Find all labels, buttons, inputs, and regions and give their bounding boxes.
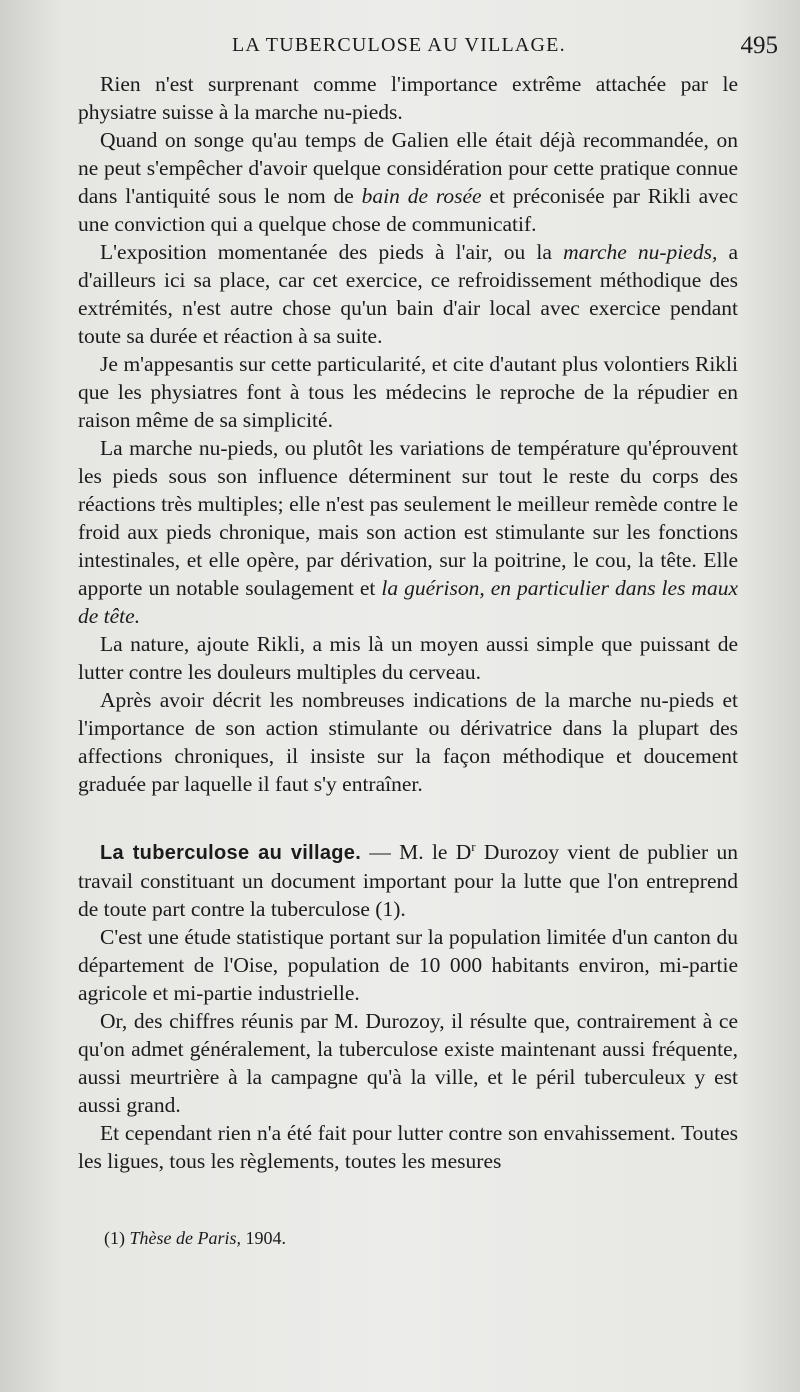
italic-phrase-guerison: la guérison, en particulier dans les maux de tête.: [78, 576, 738, 628]
italic-term-bain-de-rosee: bain de rosée: [361, 184, 482, 208]
paragraph-section-intro: [78, 838, 738, 923]
footnote-marker: (1): [104, 1228, 130, 1248]
body-text: [78, 70, 738, 1175]
paragraph-text: a d'ailleurs ici sa place, car cet exercice, ce refroidissement méthodique des extrémités, n'est autre chose qu'un bain d'air local avec exercice pendant toute sa durée et réaction à sa suite.: [78, 240, 738, 348]
paragraph-text: Après avoir décrit les nombreuses indications de la marche nu-pieds et l'importance de son action stimulante ou dérivatrice dans la plupart des affections chroniques, il insiste sur la façon méthodique et doucement graduée par laquelle il faut s'y entraîner.: [78, 688, 738, 796]
paragraph-text: — M. le D: [361, 840, 472, 864]
paragraph-text: Or, des chiffres réunis par M. Durozoy, il résulte que, contrairement à ce qu'on admet généralement, la tuberculose existe maintenant aussi fréquente, aussi meurtrière à la campagne qu'à la ville, et le péril tuberculeux y est aussi grand.: [78, 1009, 738, 1117]
paragraph-text: L'exposition momentanée des pieds à l'air, ou la: [100, 240, 564, 264]
running-title: LA TUBERCULOSE AU VILLAGE.: [232, 34, 566, 56]
paragraph-durozoy-findings: [78, 1007, 738, 1119]
paragraph-text: Quand on songe qu'au temps de Galien elle était déjà recommandée, on ne peut s'empêcher d'avoir quelque considération pour cette pratique connue dans l'antiquité sous le nom de: [78, 128, 738, 208]
paragraph-statistics: [78, 923, 738, 1007]
running-header: [0, 34, 800, 64]
paragraph-galien: [78, 126, 738, 238]
section-title: La tuberculose au village.: [100, 842, 362, 864]
paragraph-nothing-done: [78, 1119, 738, 1175]
paragraph-text: C'est une étude statistique portant sur la population limitée d'un canton du département de l'Oise, population de 10 000 habitants environ, mi-partie agricole et mi-partie industrielle.: [78, 925, 738, 1005]
paragraph-nature: [78, 630, 738, 686]
footnote-title: Thèse de Paris,: [129, 1228, 241, 1248]
paragraph-text: La nature, ajoute Rikli, a mis là un moyen aussi simple que puissant de lutter contre les douleurs multiples du cerveau.: [78, 632, 738, 684]
paragraph-exposition: [78, 238, 738, 350]
paragraph-text: Et cependant rien n'a été fait pour lutter contre son envahissement. Toutes les ligues, tous les règlements, toutes les mesures: [78, 1121, 738, 1173]
footnote: [104, 1228, 286, 1249]
paragraph-rikli-simplicity: [78, 350, 738, 434]
section-spacer: [78, 798, 738, 838]
paragraph-text: La marche nu-pieds, ou plutôt les variations de température qu'éprouvent les pieds sous son influence déterminent sur tout le reste du corps des réactions très multiples; elle n'est pas seulement le meilleur remède contre le froid aux pieds chronique, mais son action est stimulante sur les fonctions intestinales, et elle opère, par dérivation, sur la poitrine, le cou, la tête. Elle apporte un notable soulagement et: [78, 436, 738, 600]
italic-term-marche-nu-pieds: marche nu-pieds,: [563, 240, 718, 264]
paragraph-barefoot-importance: [78, 70, 738, 126]
paragraph-text: Durozoy vient de publier un travail constituant un document important pour la lutte que l'on entreprend de toute part contre la tuberculose (1).: [78, 840, 738, 921]
paragraph-text: et préconisée par Rikli avec une conviction qui a quelque chose de communicatif.: [78, 184, 738, 236]
superscript-r: r: [471, 838, 476, 854]
footnote-year: 1904.: [241, 1228, 286, 1248]
paragraph-reactions: [78, 434, 738, 630]
paragraph-indications: [78, 686, 738, 798]
paragraph-text: Rien n'est surprenant comme l'importance extrême attachée par le physiatre suisse à la marche nu-pieds.: [78, 72, 738, 124]
page-number: 495: [740, 32, 778, 59]
paragraph-text: Je m'appesantis sur cette particularité, et cite d'autant plus volontiers Rikli que les physiatres font à tous les médecins le reproche de la répudier en raison même de sa simplicité.: [78, 352, 738, 432]
